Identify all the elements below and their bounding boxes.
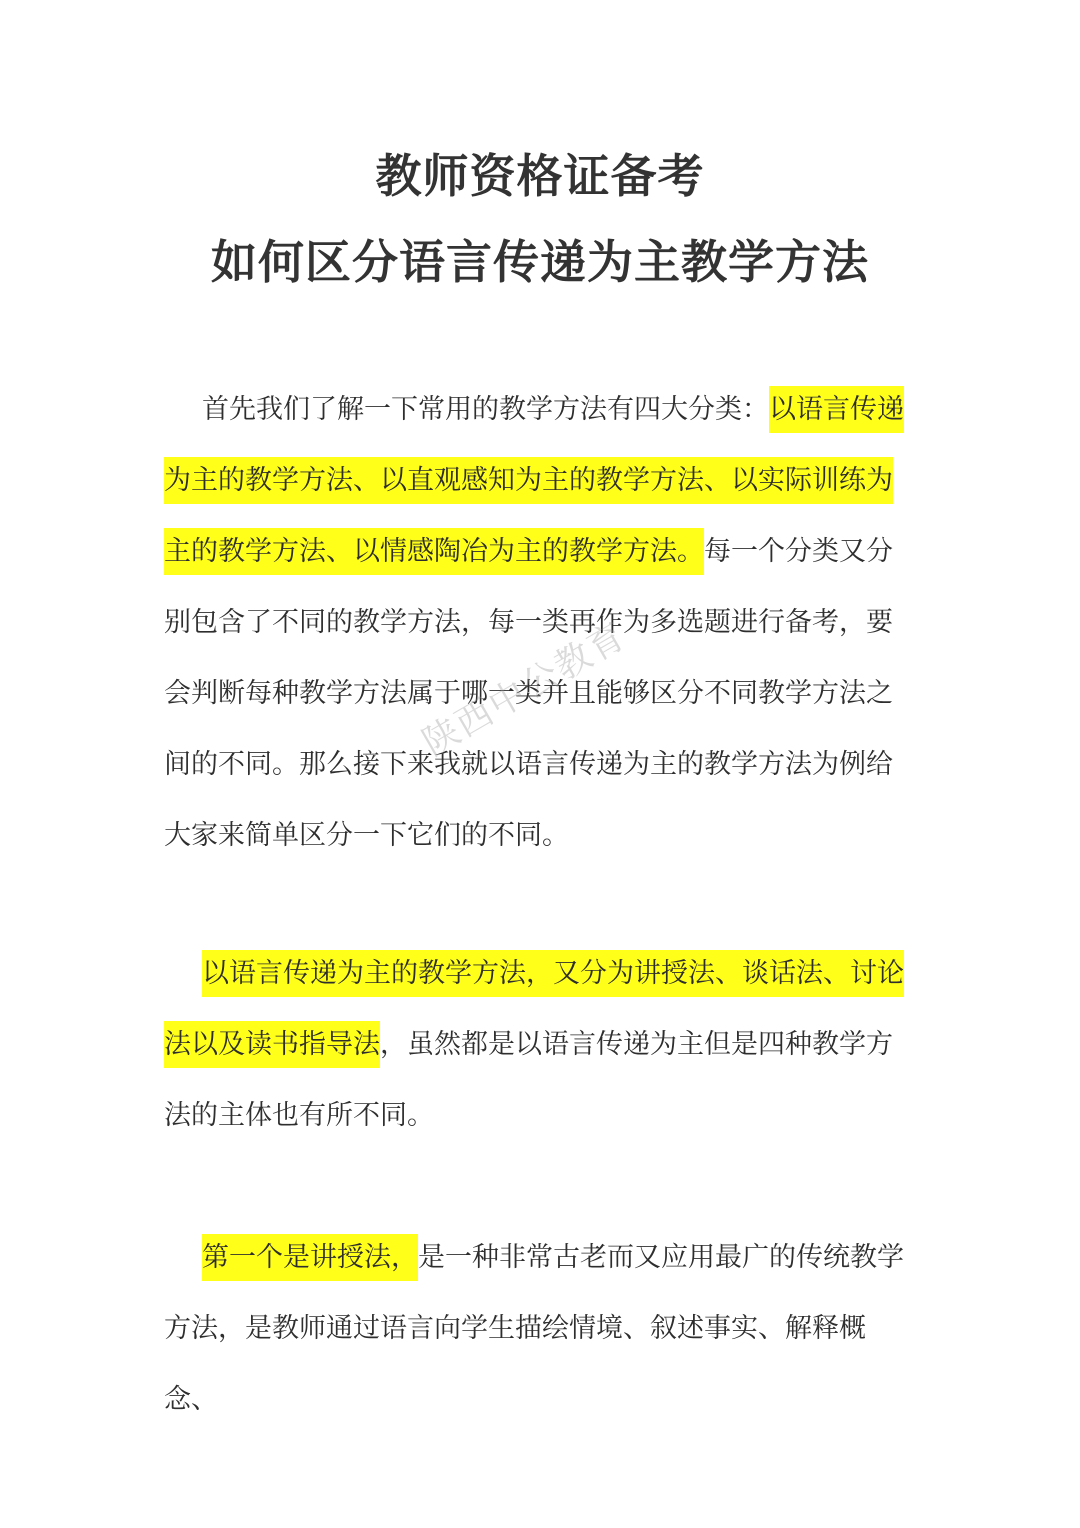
page-title-line-2: 如何区分语言传递为主教学方法 — [211, 235, 869, 289]
paragraph-intro — [164, 374, 918, 871]
highlighted-lecture-method: 第一个是讲授法， — [202, 1234, 418, 1281]
paragraph-language-methods — [164, 938, 918, 1151]
language-methods-text: ，虽然都是以语言传递为主但是四种教学方法的主体也有所不同。 — [164, 1029, 893, 1131]
page-title-line-1: 教师资格证备考 — [375, 149, 705, 203]
highlighted-categories: 以语言传递为主的教学方法、以直观感知为主的教学方法、以实际训练为主的教学方法、以情感陶冶为主的教学方法。 — [164, 386, 904, 575]
watermark: 陕西中公教育 — [416, 614, 634, 765]
intro-text-start: 首先我们了解一下常用的教学方法有四大分类： — [202, 394, 769, 425]
paragraph-lecture-method — [164, 1222, 918, 1435]
intro-text-end: 每一个分类又分别包含了不同的教学方法，每一类再作为多选题进行备考，要会判断每种教学方法属于哪一类并且能够区分不同教学方法之间的不同。那么接下来我就以语言传递为主的教学方法为例给大家来简单区分一下它们的不同。 — [164, 536, 893, 851]
lecture-method-text: 是一种非常古老而又应用最广的传统教学方法，是教师通过语言向学生描绘情境、叙述事实、解释概念、 — [164, 1242, 904, 1415]
highlighted-language-methods: 以语言传递为主的教学方法，又分为讲授法、谈话法、讨论法以及读书指导法 — [164, 950, 904, 1068]
